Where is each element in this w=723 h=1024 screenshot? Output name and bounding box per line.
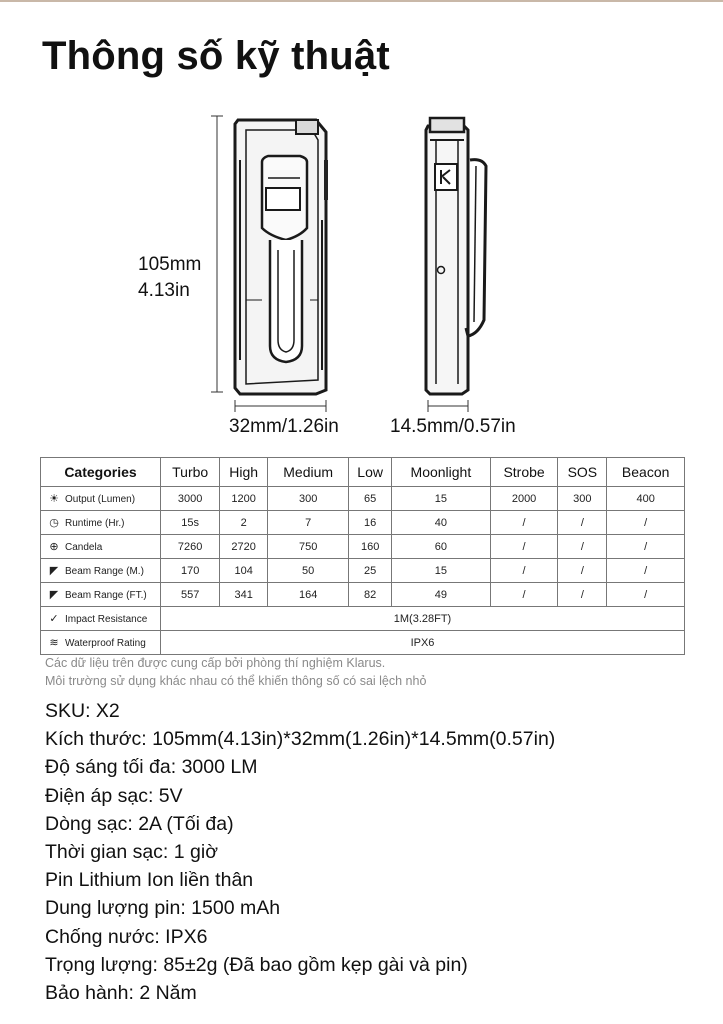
table-cell: 300 xyxy=(558,487,607,511)
header-sos: SOS xyxy=(558,458,607,487)
table-cell: 557 xyxy=(161,583,220,607)
header-high: High xyxy=(220,458,268,487)
table-cell: 164 xyxy=(268,583,349,607)
table-cell: 65 xyxy=(349,487,392,511)
side-view xyxy=(426,118,486,394)
row-label-text: Beam Range (FT.) xyxy=(65,590,147,601)
table-row xyxy=(41,535,685,559)
spec-sku: SKU: X2 xyxy=(45,700,120,722)
spec-battery-type: Pin Lithium Ion liền thân xyxy=(45,869,254,892)
table-header-row xyxy=(41,458,685,487)
beam-icon: ◤ xyxy=(49,589,59,601)
spec-charge-time: Thời gian sạc: 1 giờ xyxy=(45,841,218,864)
page-title: Thông số kỹ thuật xyxy=(42,34,390,78)
table-cell: / xyxy=(558,511,607,535)
table-cell: / xyxy=(558,559,607,583)
table-cell: / xyxy=(607,511,685,535)
row-label-text: Beam Range (M.) xyxy=(65,566,144,577)
table-cell: 300 xyxy=(268,487,349,511)
spec-waterproof: Chống nước: IPX6 xyxy=(45,925,208,948)
header-beacon: Beacon xyxy=(607,458,685,487)
table-cell: 25 xyxy=(349,559,392,583)
thickness-dimension-line xyxy=(428,400,468,412)
spec-size: Kích thước: 105mm(4.13in)*32mm(1.26in)*14.5mm(0.57in) xyxy=(45,728,556,751)
row-label-candela xyxy=(41,535,161,559)
row-label-beam-ft xyxy=(41,583,161,607)
table-cell: 15s xyxy=(161,511,220,535)
waterproof-value: IPX6 xyxy=(161,631,685,655)
table-cell: / xyxy=(490,535,558,559)
row-label-beam-m xyxy=(41,559,161,583)
row-label-impact xyxy=(41,607,161,631)
row-label-text: Output (Lumen) xyxy=(65,494,136,505)
header-low: Low xyxy=(349,458,392,487)
table-cell: / xyxy=(490,511,558,535)
spec-capacity: Dung lượng pin: 1500 mAh xyxy=(45,897,281,920)
header-medium: Medium xyxy=(268,458,349,487)
spec-list xyxy=(45,697,555,1007)
table-cell: 2720 xyxy=(220,535,268,559)
check-icon: ✓ xyxy=(49,613,59,625)
height-label xyxy=(138,252,201,304)
header-strobe: Strobe xyxy=(490,458,558,487)
table-cell: 49 xyxy=(392,583,491,607)
table-cell: 2 xyxy=(220,511,268,535)
table-row xyxy=(41,487,685,511)
table-cell: 40 xyxy=(392,511,491,535)
spec-weight: Trọng lượng: 85±2g (Đã bao gồm kẹp gài và pin) xyxy=(45,953,468,976)
table-cell: 1200 xyxy=(220,487,268,511)
table-cell: / xyxy=(607,559,685,583)
spec-table xyxy=(40,457,685,655)
width-label: 32mm/1.26in xyxy=(229,416,339,437)
table-cell: 400 xyxy=(607,487,685,511)
table-cell: 50 xyxy=(268,559,349,583)
beam-icon: ◤ xyxy=(49,565,59,577)
table-cell: 2000 xyxy=(490,487,558,511)
table-cell: / xyxy=(490,583,558,607)
table-cell: 60 xyxy=(392,535,491,559)
table-cell: 104 xyxy=(220,559,268,583)
dimension-drawing-svg xyxy=(0,100,723,450)
row-label-text: Impact Resistance xyxy=(65,614,148,625)
header-moonlight: Moonlight xyxy=(392,458,491,487)
table-cell: 341 xyxy=(220,583,268,607)
clock-icon: ◷ xyxy=(49,517,59,529)
table-row xyxy=(41,511,685,535)
table-cell: / xyxy=(558,535,607,559)
height-in: 4.13in xyxy=(138,280,190,301)
rays-icon: ☀ xyxy=(49,493,59,505)
table-row xyxy=(41,583,685,607)
row-label-text: Runtime (Hr.) xyxy=(65,518,125,529)
table-cell: 15 xyxy=(392,487,491,511)
environment-note: Môi trường sử dụng khác nhau có thể khiến thông số có sai lệch nhỏ xyxy=(45,674,427,688)
width-dimension-line xyxy=(235,400,326,412)
table-cell: 7260 xyxy=(161,535,220,559)
row-label-output xyxy=(41,487,161,511)
table-cell: 82 xyxy=(349,583,392,607)
height-mm: 105mm xyxy=(138,254,202,275)
table-cell: 7 xyxy=(268,511,349,535)
table-cell: 16 xyxy=(349,511,392,535)
table-cell: / xyxy=(607,583,685,607)
spec-brightness: Độ sáng tối đa: 3000 LM xyxy=(45,756,258,779)
row-label-text: Candela xyxy=(65,542,103,553)
spec-warranty: Bảo hành: 2 Năm xyxy=(45,982,197,1005)
front-view xyxy=(235,120,328,394)
drops-icon: ≋ xyxy=(49,637,59,649)
table-row xyxy=(41,559,685,583)
table-cell: 170 xyxy=(161,559,220,583)
table-row xyxy=(41,607,685,631)
spec-current: Dòng sạc: 2A (Tối đa) xyxy=(45,812,234,835)
row-label-text: Waterproof Rating xyxy=(65,638,146,649)
table-cell: 3000 xyxy=(161,487,220,511)
top-divider xyxy=(0,0,723,2)
table-cell: / xyxy=(607,535,685,559)
impact-value: 1M(3.28FT) xyxy=(161,607,685,631)
lab-note: Các dữ liệu trên được cung cấp bởi phòng thí nghiệm Klarus. xyxy=(45,656,386,670)
product-drawing xyxy=(0,100,723,450)
table-cell: 750 xyxy=(268,535,349,559)
candela-icon: ⊕ xyxy=(49,541,59,553)
table-cell: 160 xyxy=(349,535,392,559)
header-turbo: Turbo xyxy=(161,458,220,487)
spec-voltage: Điện áp sạc: 5V xyxy=(45,784,183,807)
table-cell: / xyxy=(490,559,558,583)
thickness-label: 14.5mm/0.57in xyxy=(390,416,516,437)
height-dimension-line xyxy=(211,116,223,392)
table-cell: / xyxy=(558,583,607,607)
row-label-runtime xyxy=(41,511,161,535)
table-row xyxy=(41,631,685,655)
table-cell: 15 xyxy=(392,559,491,583)
row-label-waterproof xyxy=(41,631,161,655)
header-categories: Categories xyxy=(41,458,161,487)
